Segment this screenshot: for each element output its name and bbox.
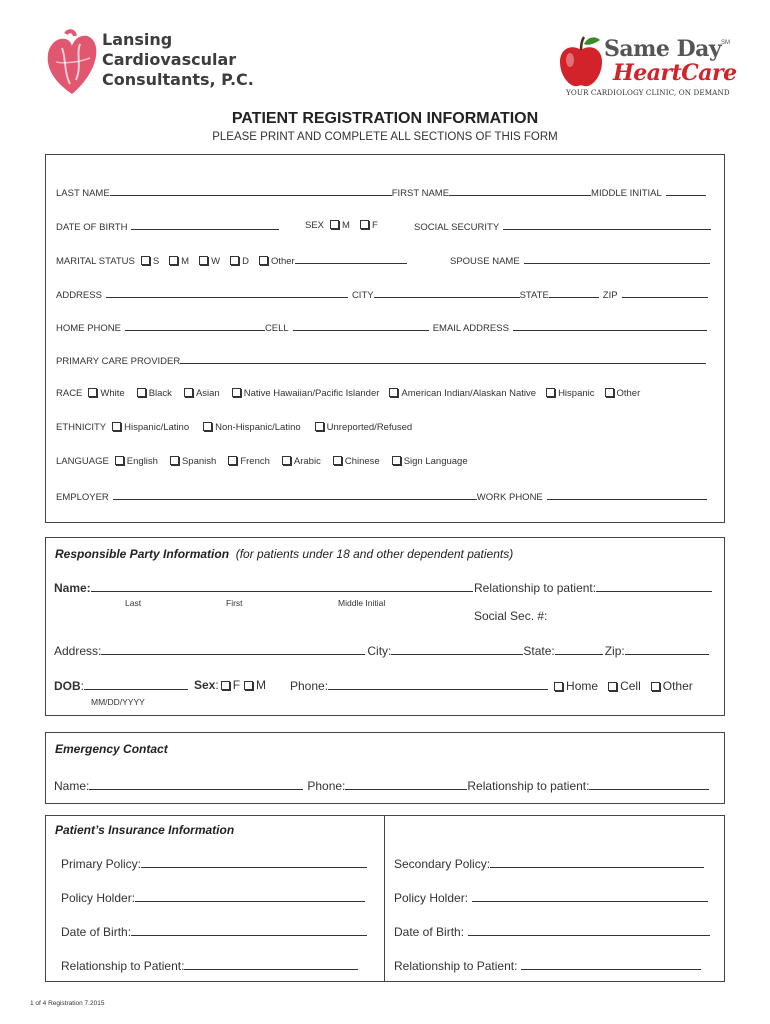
insurance-title: Patient’s Insurance Information: [55, 823, 235, 837]
race-black-checkbox[interactable]: [137, 388, 146, 397]
emergency-phone-field[interactable]: [345, 778, 467, 790]
marital-other-field[interactable]: [295, 254, 407, 264]
resp-state-field[interactable]: [555, 643, 603, 655]
ssn-field[interactable]: [503, 220, 711, 230]
resp-dob-format: MM/DD/YYYY: [91, 697, 145, 707]
marital-other-checkbox[interactable]: [259, 256, 268, 265]
language-english-checkbox[interactable]: [115, 456, 124, 465]
resp-sex-m-checkbox[interactable]: [244, 681, 253, 690]
race-asian-checkbox[interactable]: [184, 388, 193, 397]
employer-field[interactable]: [113, 490, 477, 500]
clinic-name: Lansing Cardiovascular Consultants, P.C.: [102, 30, 254, 89]
resp-address-row: Address: City: State: Zip:: [54, 643, 709, 658]
resp-sex-group: Sex: F M: [194, 678, 267, 692]
cell-phone-field[interactable]: [293, 321, 429, 331]
ethnicity-unreported-checkbox[interactable]: [315, 422, 324, 431]
resp-sex-f-checkbox[interactable]: [221, 681, 230, 690]
patient-info-section: [45, 154, 725, 523]
secondary-holder-field[interactable]: [472, 890, 708, 902]
address-field[interactable]: [106, 288, 348, 298]
race-row: RACE White Black Asian Native Hawaiian/Pacific Islander American Indian/Alaskan Native Hispanic Other: [56, 388, 641, 399]
home-phone-field[interactable]: [125, 321, 265, 331]
emergency-name-field[interactable]: [89, 778, 303, 790]
page-title: PATIENT REGISTRATION INFORMATION: [231, 110, 539, 127]
secondary-dob-row: Date of Birth:: [394, 924, 710, 939]
marital-w-checkbox[interactable]: [199, 256, 208, 265]
resp-phone-cell-checkbox[interactable]: [608, 682, 617, 691]
clinic-logo: [44, 28, 254, 100]
resp-dob-row: DOB:: [54, 678, 188, 693]
resp-relationship-row: Relationship to patient:: [474, 580, 712, 595]
resp-address-field[interactable]: [101, 643, 365, 655]
employer-row: EMPLOYER WORK PHONE: [56, 490, 707, 503]
language-spanish-checkbox[interactable]: [170, 456, 179, 465]
race-pacific-islander-checkbox[interactable]: [232, 388, 241, 397]
ssn-row: SOCIAL SECURITY: [414, 220, 711, 233]
primary-holder-row: Policy Holder:: [61, 890, 365, 905]
brand-name-line1: Same Day: [604, 36, 722, 62]
page-footer: 1 of 4 Registration 7.2015: [30, 1000, 105, 1007]
resp-phone-row: Phone: Home Cell Other: [290, 679, 693, 693]
secondary-relationship-field[interactable]: [521, 958, 701, 970]
spouse-row: SPOUSE NAME: [450, 254, 710, 267]
brand-logo: [556, 34, 737, 100]
emergency-relationship-field[interactable]: [589, 778, 709, 790]
zip-field[interactable]: [622, 288, 708, 298]
primary-holder-field[interactable]: [135, 890, 365, 902]
marital-d-checkbox[interactable]: [230, 256, 239, 265]
language-sign-checkbox[interactable]: [392, 456, 401, 465]
middle-initial-field[interactable]: [666, 186, 706, 196]
ethnicity-row: ETHNICITY Hispanic/Latino Non-Hispanic/Latino Unreported/Refused: [56, 422, 413, 433]
race-hispanic-checkbox[interactable]: [546, 388, 555, 397]
marital-s-checkbox[interactable]: [141, 256, 150, 265]
brand-name-line2: HeartCare: [613, 60, 737, 86]
email-field[interactable]: [513, 321, 707, 331]
emergency-contact-title: Emergency Contact: [55, 742, 168, 756]
work-phone-field[interactable]: [547, 490, 707, 500]
ethnicity-hispanic-checkbox[interactable]: [112, 422, 121, 431]
responsible-party-title: Responsible Party Information (for patients under 18 and other dependent patients): [55, 547, 514, 561]
apple-icon: [556, 34, 606, 90]
secondary-policy-field[interactable]: [490, 856, 704, 868]
name-row: LAST NAME FIRST NAME MIDDLE INITIAL: [56, 186, 706, 199]
resp-name-row: Name:: [54, 580, 473, 595]
service-mark: SM: [721, 40, 730, 46]
pcp-field[interactable]: [180, 354, 706, 364]
last-name-field[interactable]: [110, 186, 392, 196]
resp-phone-home-checkbox[interactable]: [554, 682, 563, 691]
resp-first-label: First: [226, 598, 243, 608]
secondary-relationship-row: Relationship to Patient:: [394, 958, 701, 973]
emergency-row: Name: Phone: Relationship to patient:: [54, 778, 709, 793]
resp-name-field[interactable]: [91, 580, 473, 592]
primary-relationship-field[interactable]: [184, 958, 358, 970]
race-other-checkbox[interactable]: [605, 388, 614, 397]
resp-relationship-field[interactable]: [596, 580, 712, 592]
state-field[interactable]: [549, 288, 599, 298]
primary-policy-field[interactable]: [141, 856, 367, 868]
language-row: LANGUAGE English Spanish French Arabic Chinese Sign Language: [56, 456, 468, 467]
dob-field[interactable]: [131, 220, 279, 230]
resp-zip-field[interactable]: [625, 643, 709, 655]
race-american-indian-checkbox[interactable]: [389, 388, 398, 397]
secondary-holder-row: Policy Holder:: [394, 890, 708, 905]
address-row: ADDRESS CITY STATE ZIP: [56, 288, 708, 301]
secondary-policy-row: Secondary Policy:: [394, 856, 704, 871]
heart-icon: [44, 28, 100, 100]
spouse-name-field[interactable]: [524, 254, 710, 264]
page-subtitle: PLEASE PRINT AND COMPLETE ALL SECTIONS OF THIS FORM: [212, 131, 558, 143]
dob-row: DATE OF BIRTH: [56, 220, 279, 233]
city-field[interactable]: [374, 288, 520, 298]
resp-dob-field[interactable]: [84, 678, 188, 690]
resp-city-field[interactable]: [391, 643, 523, 655]
secondary-dob-field[interactable]: [468, 924, 710, 936]
sex-f-checkbox[interactable]: [360, 220, 369, 229]
primary-dob-row: Date of Birth:: [61, 924, 367, 939]
language-french-checkbox[interactable]: [228, 456, 237, 465]
ethnicity-non-hispanic-checkbox[interactable]: [203, 422, 212, 431]
resp-ssn-label: Social Sec. #:: [474, 609, 548, 623]
language-arabic-checkbox[interactable]: [282, 456, 291, 465]
resp-middle-label: Middle Initial: [338, 598, 386, 608]
resp-phone-field[interactable]: [328, 678, 548, 690]
brand-tagline: YOUR CARDIOLOGY CLINIC, ON DEMAND: [566, 88, 730, 97]
marital-row: MARITAL STATUS S M W D Other: [56, 254, 407, 267]
primary-relationship-row: Relationship to Patient:: [61, 958, 358, 973]
sex-m-checkbox[interactable]: [330, 220, 339, 229]
marital-m-checkbox[interactable]: [169, 256, 178, 265]
phone-row: HOME PHONE CELL EMAIL ADDRESS: [56, 321, 707, 334]
primary-policy-row: Primary Policy:: [61, 856, 367, 871]
race-white-checkbox[interactable]: [88, 388, 97, 397]
first-name-field[interactable]: [449, 186, 591, 196]
primary-dob-field[interactable]: [131, 924, 367, 936]
pcp-row: PRIMARY CARE PROVIDER: [56, 354, 706, 367]
sex-group: SEX M F: [305, 220, 378, 231]
insurance-divider: [384, 815, 385, 982]
language-chinese-checkbox[interactable]: [333, 456, 342, 465]
resp-phone-other-checkbox[interactable]: [651, 682, 660, 691]
resp-last-label: Last: [125, 598, 142, 608]
